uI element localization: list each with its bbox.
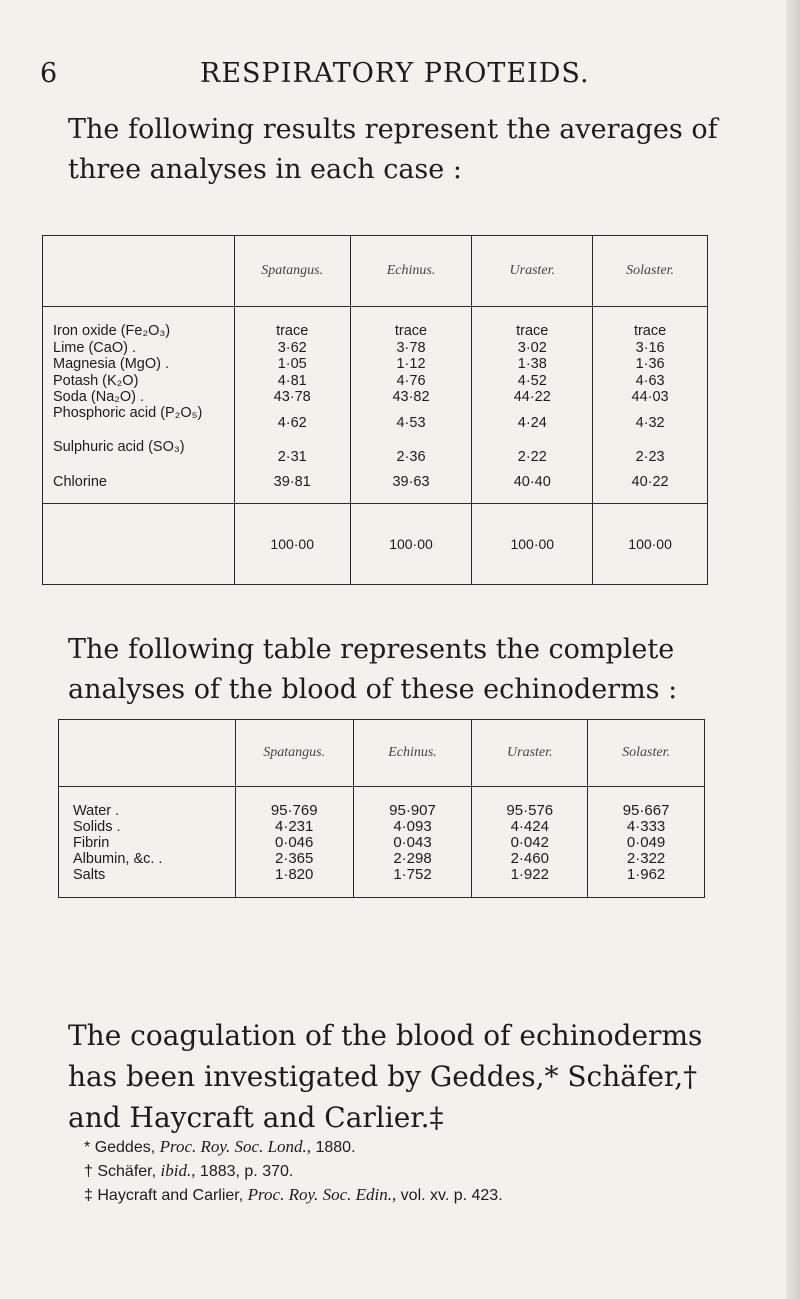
- footnote: [84, 1135, 764, 1159]
- value: 4·24: [517, 414, 547, 431]
- column-header: Spatangus.: [235, 720, 353, 787]
- value: 95·576: [506, 802, 554, 819]
- value: 1·05: [277, 356, 307, 373]
- spatangus-values-cell: [234, 307, 350, 504]
- value: 1·922: [510, 866, 549, 883]
- footnote-journal: ibid.,: [160, 1161, 196, 1180]
- value: 44·22: [513, 389, 551, 406]
- value: 4·81: [277, 372, 307, 389]
- row-label: Fibrin: [73, 835, 110, 851]
- value: 0·046: [275, 834, 314, 851]
- value: 3·02: [517, 339, 547, 356]
- second-paragraph: The following table represents the complete analyses of the blood of these echinoderms :: [68, 634, 678, 705]
- value: 4·53: [396, 414, 426, 431]
- footnote-detail: vol. xv. p. 423.: [400, 1187, 503, 1204]
- total-value: 100·00: [472, 503, 593, 584]
- value: 43·78: [273, 389, 311, 406]
- value: 2·365: [275, 850, 314, 867]
- total-value: 100·00: [234, 503, 350, 584]
- footnote-journal: Proc. Roy. Soc. Edin.,: [247, 1185, 397, 1204]
- value: 2·298: [393, 850, 432, 867]
- value: 4·63: [635, 372, 665, 389]
- footnote: [84, 1159, 764, 1183]
- solaster-values-cell: [593, 307, 708, 504]
- value: 2·23: [635, 448, 665, 465]
- value: 2·31: [277, 448, 307, 465]
- row-label: Soda (Na₂O) .: [53, 389, 145, 406]
- value: 39·63: [392, 473, 430, 490]
- column-header: Echinus.: [353, 720, 472, 787]
- running-head: RESPIRATORY PROTEIDS.: [200, 58, 590, 89]
- value: 3·78: [396, 339, 426, 356]
- row-label: Solids .: [73, 819, 121, 835]
- column-header: Uraster.: [472, 720, 588, 787]
- column-header: Spatangus.: [234, 236, 350, 307]
- totals-label-cell: [43, 503, 235, 584]
- value: 40·40: [513, 473, 551, 490]
- value: 44·03: [631, 389, 669, 406]
- value: 43·82: [392, 389, 430, 406]
- footnote-author: Haycraft and Carlier,: [97, 1187, 244, 1204]
- row-label: Phosphoric acid (P₂O₅): [53, 404, 203, 421]
- footnote-journal: Proc. Roy. Soc. Lond.,: [159, 1137, 312, 1156]
- footnote-detail: 1883, p. 370.: [199, 1163, 294, 1180]
- row-labels-cell: [43, 307, 235, 504]
- value: 0·042: [510, 834, 549, 851]
- spatangus-values-cell: [235, 787, 353, 898]
- footnote-author: Schäfer,: [97, 1163, 157, 1180]
- table-header-row: [43, 236, 708, 307]
- value: 3·16: [635, 339, 665, 356]
- row-label: Albumin, &c. .: [73, 851, 163, 867]
- value: 4·52: [517, 372, 547, 389]
- echinus-values-cell: [353, 787, 472, 898]
- value: trace: [394, 323, 428, 339]
- footnote-mark: *: [84, 1139, 91, 1156]
- value: 2·22: [517, 448, 547, 465]
- value: 4·333: [626, 818, 666, 835]
- table-body-row: [43, 307, 708, 504]
- column-header: Echinus.: [350, 236, 472, 307]
- totals-row: [43, 503, 708, 584]
- row-label: Iron oxide (Fe₂O₃): [53, 323, 171, 339]
- blood-analysis-table: [58, 719, 705, 898]
- column-header: Solaster.: [593, 236, 708, 307]
- value: 0·049: [626, 834, 666, 851]
- row-label: Potash (K₂O): [53, 372, 139, 389]
- value: 4·76: [396, 372, 426, 389]
- value: trace: [633, 323, 667, 339]
- total-value: 100·00: [350, 503, 472, 584]
- value: 2·36: [396, 448, 426, 465]
- value: 2·460: [510, 850, 549, 867]
- table-body-row: [59, 787, 705, 898]
- value: 1·36: [635, 356, 665, 373]
- value: trace: [516, 323, 549, 339]
- page-spine-shadow: [786, 0, 800, 1299]
- value: 0·043: [393, 834, 432, 851]
- value: 1·38: [517, 356, 547, 373]
- row-labels-cell: [59, 787, 236, 898]
- intro-paragraph: The following results represent the averages of three analyses in each case :: [68, 114, 718, 185]
- value: 4·32: [635, 414, 665, 431]
- value: 1·820: [275, 866, 314, 883]
- uraster-values-cell: [472, 787, 588, 898]
- value: trace: [276, 323, 309, 339]
- footnote-mark: ‡: [84, 1187, 93, 1204]
- row-label: Magnesia (MgO) .: [53, 356, 170, 373]
- ash-analysis-table: [42, 235, 708, 585]
- row-label-header: [59, 720, 236, 787]
- footnotes: [84, 1135, 764, 1207]
- value: 3·62: [277, 339, 307, 356]
- value: 95·769: [270, 802, 318, 819]
- value: 4·62: [277, 414, 307, 431]
- row-label: Sulphuric acid (SO₃): [53, 438, 185, 455]
- row-label: Salts: [73, 867, 106, 883]
- footnote-detail: 1880.: [315, 1139, 356, 1156]
- footnote-author: Geddes,: [94, 1139, 156, 1156]
- row-label: Chlorine: [53, 473, 107, 490]
- footnote: [84, 1183, 764, 1207]
- value: 95·667: [622, 802, 670, 819]
- row-label: Water .: [73, 803, 120, 819]
- echinus-values-cell: [350, 307, 472, 504]
- column-header: Solaster.: [588, 720, 705, 787]
- footnote-mark: †: [84, 1163, 93, 1180]
- value: 4·424: [510, 818, 549, 835]
- value: 40·22: [631, 473, 669, 490]
- solaster-values-cell: [588, 787, 705, 898]
- value: 2·322: [626, 850, 666, 867]
- value: 4·231: [275, 818, 314, 835]
- value: 1·12: [396, 356, 426, 373]
- total-value: 100·00: [593, 503, 708, 584]
- column-header: Uraster.: [472, 236, 593, 307]
- value: 95·907: [389, 802, 436, 819]
- page-number: 6: [40, 58, 58, 89]
- value: 1·752: [393, 866, 432, 883]
- value: 4·093: [393, 818, 432, 835]
- uraster-values-cell: [472, 307, 593, 504]
- value: 39·81: [273, 473, 311, 490]
- coagulation-paragraph: The coagulation of the blood of echinoderms has been investigated by Geddes,* Schäfer,† and Haycraft and Carlier.‡: [68, 1019, 703, 1134]
- table-header-row: [59, 720, 705, 787]
- value: 1·962: [626, 866, 666, 883]
- row-label: Lime (CaO) .: [53, 339, 136, 356]
- row-label-header: [43, 236, 235, 307]
